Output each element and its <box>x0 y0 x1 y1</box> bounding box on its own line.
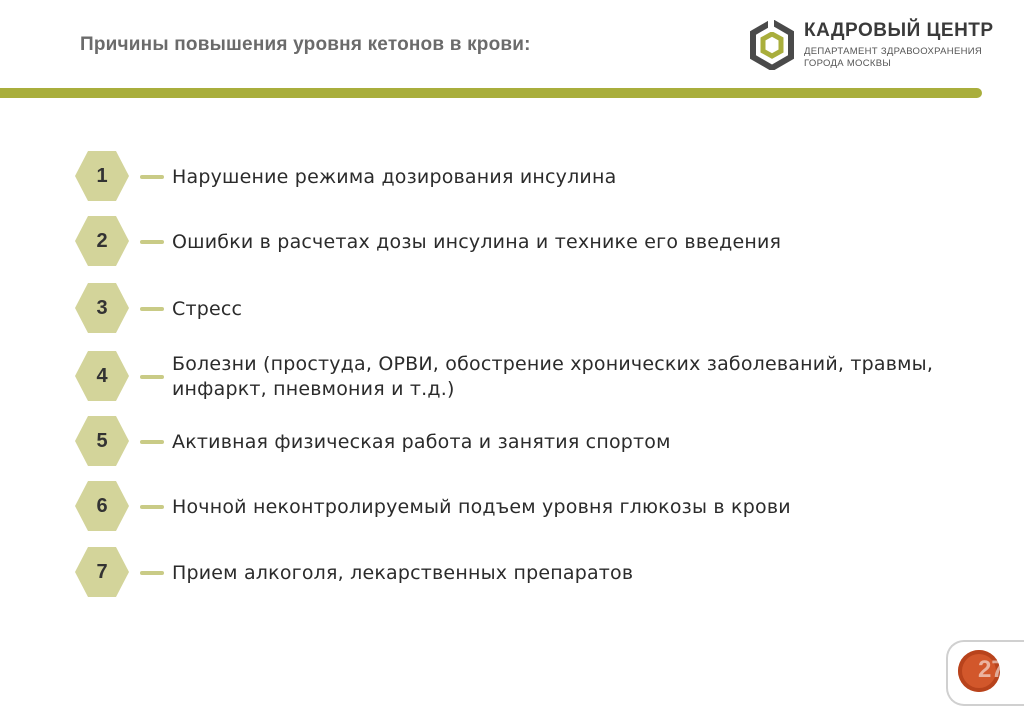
item-dash <box>140 505 164 509</box>
number-hexagon <box>74 350 130 402</box>
list-item <box>74 480 974 534</box>
list-item <box>74 282 974 336</box>
slide-title: Причины повышения уровня кетонов в крови: <box>80 34 531 55</box>
number-hexagon <box>74 480 130 532</box>
logo-subtitle-line2: ГОРОДА МОСКВЫ <box>804 58 892 69</box>
item-text: Болезни (простуда, ОРВИ, обострение хронических заболеваний, травмы, инфаркт, пневмония и т.д.) <box>172 353 934 400</box>
item-text: Ошибки в расчетах дозы инсулина и технике его введения <box>172 230 782 253</box>
page-number-badge <box>946 640 1024 706</box>
logo-subtitle-line1: ДЕПАРТАМЕНТ ЗДРАВООХРАНЕНИЯ <box>804 46 983 57</box>
item-number: 7 <box>96 560 108 583</box>
number-hexagon <box>74 150 130 202</box>
list-item <box>74 546 974 600</box>
item-dash <box>140 307 164 311</box>
item-number: 2 <box>96 229 108 252</box>
item-text: Прием алкоголя, лекарственных препаратов <box>172 561 634 584</box>
logo <box>750 20 994 76</box>
list-item <box>74 415 974 469</box>
item-number: 6 <box>96 494 108 517</box>
list-item <box>74 350 974 404</box>
number-hexagon <box>74 415 130 467</box>
number-hexagon <box>74 215 130 267</box>
item-dash <box>140 375 164 379</box>
item-text: Ночной неконтролируемый подъем уровня глюкозы в крови <box>172 495 791 518</box>
item-dash <box>140 175 164 179</box>
logo-subtitle <box>804 46 982 70</box>
number-hexagon <box>74 282 130 334</box>
item-text: Стресс <box>172 297 243 320</box>
item-dash <box>140 440 164 444</box>
item-dash <box>140 571 164 575</box>
item-text: Активная физическая работа и занятия спортом <box>172 430 671 453</box>
item-dash <box>140 240 164 244</box>
list-item <box>74 215 974 269</box>
logo-name: КАДРОВЫЙ ЦЕНТР <box>804 20 994 41</box>
item-number: 1 <box>96 164 108 187</box>
list-item <box>74 150 974 204</box>
logo-hexagon-icon <box>750 20 794 70</box>
header-divider-bar <box>0 88 982 98</box>
number-hexagon <box>74 546 130 598</box>
page-number: 27 <box>978 656 1005 683</box>
item-text: Нарушение режима дозирования инсулина <box>172 165 617 188</box>
item-number: 3 <box>96 296 108 319</box>
item-number: 4 <box>96 364 108 387</box>
item-number: 5 <box>96 429 108 452</box>
